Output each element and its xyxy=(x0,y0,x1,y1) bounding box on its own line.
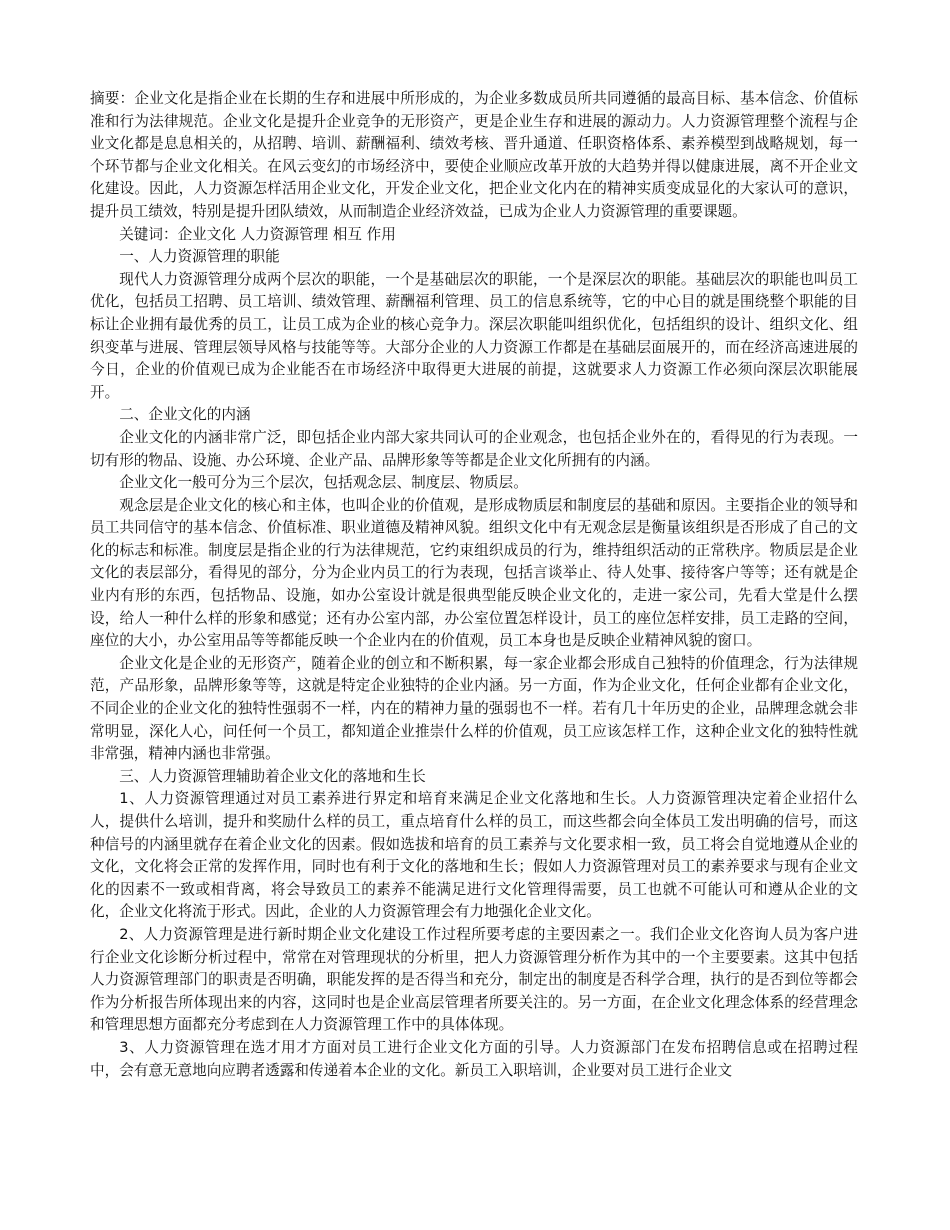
section-heading-3: 三、人力资源管理辅助着企业文化的落地和生长 xyxy=(119,767,426,785)
section2-paragraph-1: 企业文化的内涵非常广泛，即包括企业内部大家共同认可的企业观念，也包括企业外在的，看得见的行为表现。一切有形的物品、设施、办公环境、企业产品、品牌形象等等都是企业文化所拥有的内涵。 xyxy=(90,428,858,469)
section2-paragraph-2: 企业文化一般可分为三个层次，包括观念层、制度层、物质层。 xyxy=(119,474,528,492)
abstract-paragraph: 摘要：企业文化是指企业在长期的生存和进展中所形成的，为企业多数成员所共同遵循的最高目标、基本信念、价值标准和行为法律规范。企业文化是提升企业竞争的无形资产，更是企业生存和进展的源动力。人力资源管理整个流程与企业文化都是息息相关的，从招聘、培训、薪酬福利、绩效考核、晋升通道、任职资格体系、素养模型到战略规划，每一个环节都与企业文化相关。在风云变幻的市场经济中，要使企业顺应改革开放的大趋势并得以健康进展，离不开企业文化建设。因此，人力资源怎样活用企业文化，开发企业文化，把企业文化内在的精神实质变成显化的大家认可的意识，提升员工绩效，特别是提升团队绩效，从而制造企业经济效益，已成为企业人力资源管理的重要课题。 xyxy=(90,90,858,220)
keywords-line: 关键词：企业文化 人力资源管理 相互 作用 xyxy=(119,225,396,243)
section2-paragraph-4: 企业文化是企业的无形资产，随着企业的创立和不断积累，每一家企业都会形成自己独特的价值理念，行为法律规范，产品形象，品牌形象等等，这就是特定企业独特的企业内涵。另一方面，作为企业文化，任何企业都有企业文化，不同企业的企业文化的独特性强弱不一样，内在的精神力量的强弱也不一样。若有几十年历史的企业，品牌理念就会非常明显，深化人心，问任何一个员工，都知道企业推崇什么样的价值观，员工应该怎样工作，这种企业文化的独特性就非常强，精神内涵也非常强。 xyxy=(90,654,858,763)
section3-paragraph-1: 1、人力资源管理通过对员工素养进行界定和培育来满足企业文化落地和生长。人力资源管理决定着企业招什么人，提供什么培训，提升和奖励什么样的员工，重点培育什么样的员工，而这些都会向全体员工发出明确的信号，而这种信号的内涵里就存在着企业文化的因素。假如选拔和培育的员工素养与文化要求相一致，员工将会自觉地遵从企业的文化，文化将会正常的发挥作用，同时也有利于文化的落地和生长；假如人力资源管理对员工的素养要求与现有企业文化的因素不一致或相背离，将会导致员工的素养不能满足进行文化管理得需要，员工也就不可能认可和遵从企业的文化，企业文化将流于形式。因此，企业的人力资源管理会有力地强化企业文化。 xyxy=(90,790,858,921)
section1-paragraph-1: 现代人力资源管理分成两个层次的职能，一个是基础层次的职能，一个是深层次的职能。基础层次的职能也叫员工优化，包括员工招聘、员工培训、绩效管理、薪酬福利管理、员工的信息系统等，它的中心目的就是围绕整个职能的目标让企业拥有最优秀的员工，让员工成为企业的核心竞争力。深层次职能叫组织优化，包括组织的设计、组织文化、组织变革与进展、管理层领导风格与技能等等。大部分企业的人力资源工作都是在基础层面展开的，而在经济高速进展的今日，企业的价值观已成为企业能否在市场经济中取得更大进展的前提，这就要求人力资源工作必须向深层次职能展开。 xyxy=(90,270,858,401)
section-heading-2: 二、企业文化的内涵 xyxy=(119,406,251,424)
section-heading-1: 一、人力资源管理的职能 xyxy=(119,248,280,266)
section2-paragraph-3: 观念层是企业文化的核心和主体，也叫企业的价值观，是形成物质层和制度层的基础和原因。主要指企业的领导和员工共同信守的基本信念、价值标准、职业道德及精神风貌。组织文化中有无观念层是衡量该组织是否形成了自己的文化的标志和标准。制度层是指企业的行为法律规范，它约束组织成员的行为，维持组织活动的正常秩序。物质层是企业文化的表层部分，看得见的部分，分为企业内员工的行为表现，包括言谈举止、待人处事、接待客户等等；还有就是企业内有形的东西，包括物品、设施，如办公室设计就是很典型能反映企业文化的，走进一家公司，先看大堂是什么摆设，给人一种什么样的形象和感觉；还有办公室内部，办公室位置怎样设计，员工的座位怎样安排，员工走路的空间，座位的大小，办公室用品等等都能反映一个企业内在的价值观，员工本身也是反映企业精神风貌的窗口。 xyxy=(90,496,858,650)
document-body xyxy=(90,88,858,1082)
section3-paragraph-2: 2、人力资源管理是进行新时期企业文化建设工作过程所要考虑的主要因素之一。我们企业文化咨询人员为客户进行企业文化诊断分析过程中，常常在对管理现状的分析里，把人力资源管理分析作为其中的一个主要要素。这其中包括人力资源管理部门的职责是否明确，职能发挥的是否得当和充分，制定出的制度是否科学合理，执行的是否到位等都会作为分析报告所体现出来的内容，这同时也是企业高层管理者所要关注的。另一方面，在企业文化理念体系的经营理念和管理思想方面都充分考虑到在人力资源管理工作中的具体体现。 xyxy=(90,925,858,1034)
section3-paragraph-3: 3、人力资源管理在选才用才方面对员工进行企业文化方面的引导。人力资源部门在发布招聘信息或在招聘过程中，会有意无意地向应聘者透露和传递着本企业的文化。新员工入职培训，企业要对员工进行企业文 xyxy=(90,1038,858,1079)
